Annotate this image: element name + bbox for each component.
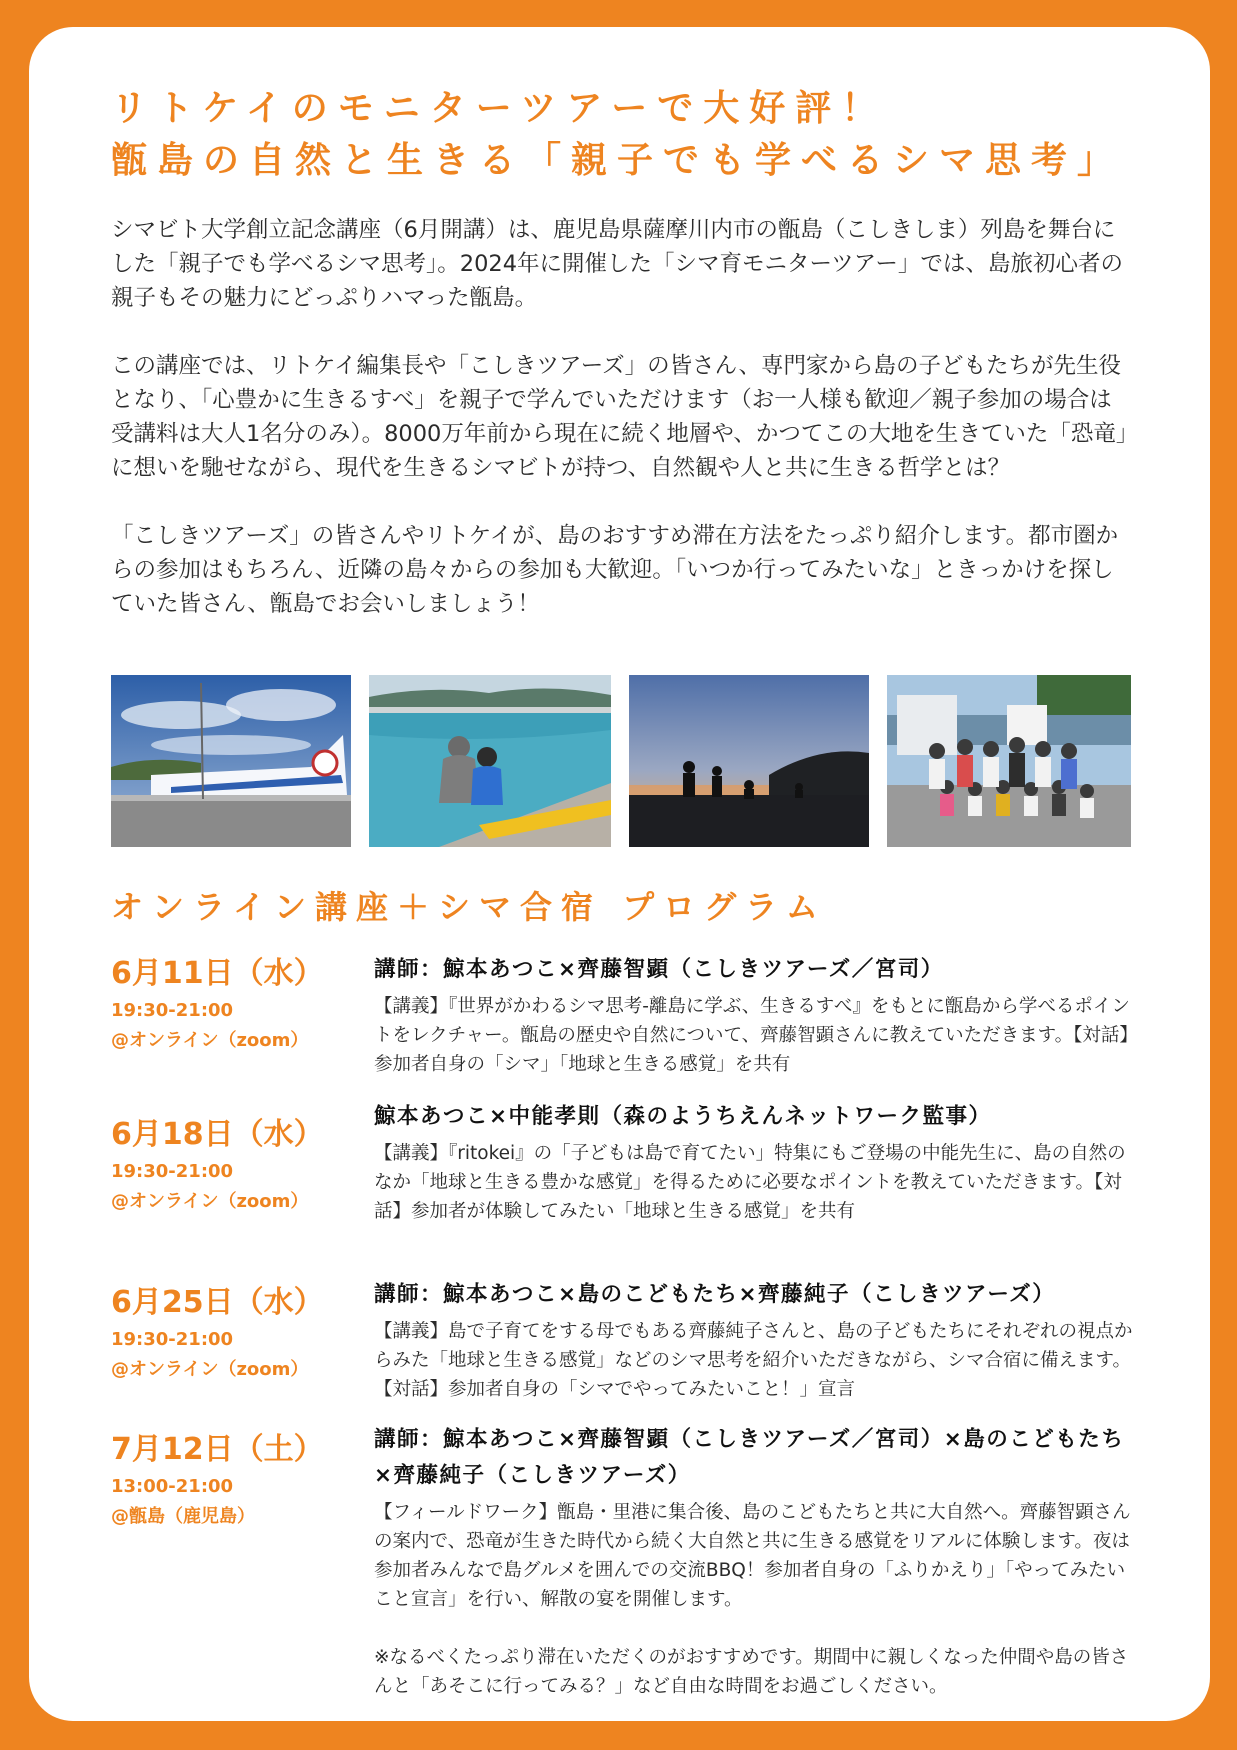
ferry-photo xyxy=(111,675,351,847)
group-photo xyxy=(887,675,1131,847)
session-heading: 講師：鯨本あつこ×齊藤智顕（こしきツアーズ／宮司） xyxy=(374,957,944,982)
session-date-block xyxy=(111,1428,361,1532)
session-date: 6月25日（水） xyxy=(111,1285,324,1320)
session-date: 6月18日（水） xyxy=(111,1117,324,1152)
title-line-2: 甑島の自然と生きる「親子でも学べるシマ思考」 xyxy=(111,140,1124,181)
session-date-block xyxy=(111,1113,361,1217)
session-body xyxy=(374,952,1134,1079)
photo-strip xyxy=(111,675,1131,847)
session-time: 19:30-21:00 xyxy=(111,1161,234,1182)
session-body xyxy=(374,1099,1134,1226)
session-place: @オンライン（zoom） xyxy=(111,1359,309,1380)
session-description: 【講義】『世界がかわるシマ思考-離島に学ぶ、生きるすべ』をもとに甑島から学べるポイントをレクチャー。甑島の歴史や自然について、齊藤智顕さんに教えていただきます。【対話】参加者自身の「シマ」「地球と生きる感覚」を共有 xyxy=(374,996,1130,1075)
session-date-block xyxy=(111,952,361,1056)
title-line-1: リトケイのモニターツアーで大好評！ xyxy=(111,88,888,129)
session-heading: 鯨本あつこ×中能孝則（森のようちえんネットワーク監事） xyxy=(374,1104,992,1129)
session-body xyxy=(374,1422,1134,1701)
intro-text xyxy=(111,213,1131,655)
intro-paragraph-3: 「こしきツアーズ」の皆さんやリトケイが、島のおすすめ滞在方法をたっぷり紹介します。都市圏からの参加はもちろん、近隣の島々からの参加も大歓迎。「いつか行ってみたいな」ときっかけを探していた皆さん、甑島でお会いしましょう！ xyxy=(111,523,1119,617)
session-date: 7月12日（土） xyxy=(111,1432,324,1467)
flyer-card xyxy=(29,27,1210,1721)
intro-paragraph-1: シマビト大学創立記念講座（6月開講）は、鹿児島県薩摩川内市の甑島（こしきしま）列島を舞台にした「親子でも学べるシマ思考」。2024年に開催した「シマ育モニターツアー」では、島旅初心者の親子もその魅力にどっぷりハマった甑島。 xyxy=(111,217,1123,311)
session-date: 6月11日（水） xyxy=(111,956,324,991)
session-description: 【フィールドワーク】甑島・里港に集合後、島のこどもたちと共に大自然へ。齊藤智顕さんの案内で、恐竜が生きた時代から続く大自然と共に生きる感覚をリアルに体験します。夜は参加者みんなで島グルメを囲んでの交流BBQ！参加者自身の「ふりかえり」「やってみたいこと宣言」を行い、解散の宴を開催します。 xyxy=(374,1502,1131,1610)
session-description: 【講義】『ritokei』の「子どもは島で育てたい」特集にもご登場の中能先生に、島の自然のなか「地球と生きる豊かな感覚」を得るために必要なポイントを教えていただきます。【対話】参加者が体験してみたい「地球と生きる感覚」を共有 xyxy=(374,1143,1126,1222)
session-time: 19:30-21:00 xyxy=(111,1000,234,1021)
sunset-photo xyxy=(629,675,869,847)
session-item xyxy=(111,952,1151,1102)
session-description: 【講義】島で子育てをする母でもある齊藤純子さんと、島の子どもたちにそれぞれの視点からみた「地球と生きる感覚」などのシマ思考を紹介いただきながら、シマ合宿に備えます。【対話】参加者自身の「シマでやってみたいこと！」宣言 xyxy=(374,1321,1133,1400)
harbor-photo xyxy=(369,675,611,847)
session-place: @オンライン（zoom） xyxy=(111,1030,309,1051)
session-time: 19:30-21:00 xyxy=(111,1329,234,1350)
session-heading: 講師：鯨本あつこ×齊藤智顕（こしきツアーズ／宮司）×島のこどもたち×齊藤純子（こしきツアーズ） xyxy=(374,1427,1125,1488)
session-date-block xyxy=(111,1281,361,1385)
session-time: 13:00-21:00 xyxy=(111,1476,234,1497)
session-place: @甑島（鹿児島） xyxy=(111,1506,255,1527)
session-note: ※なるべくたっぷり滞在いただくのがおすすめです。期間中に親しくなった仲間や島の皆さんと「あそこに行ってみる？」など自由な時間をお過ごしください。 xyxy=(374,1647,1129,1697)
program-section-title: オンライン講座＋シマ合宿 プログラム xyxy=(111,888,827,926)
flyer-title xyxy=(111,83,1151,187)
session-body xyxy=(374,1277,1134,1404)
session-item xyxy=(111,1422,1151,1722)
session-heading: 講師：鯨本あつこ×島のこどもたち×齊藤純子（こしきツアーズ） xyxy=(374,1282,1056,1307)
session-item xyxy=(111,1099,1151,1249)
intro-paragraph-2: この講座では、リトケイ編集長や「こしきツアーズ」の皆さん、専門家から島の子どもたちが先生役となり、「心豊かに生きるすべ」を親子で学んでいただけます（お一人様も歓迎／親子参加の場合は受講料は大人1名分のみ）。8000万年前から現在に続く地層や、かつてこの大地を生きていた「恐竜」に想いを馳せながら、現代を生きるシマビトが持つ、自然観や人と共に生きる哲学とは？ xyxy=(111,353,1128,481)
session-place: @オンライン（zoom） xyxy=(111,1191,309,1212)
session-item xyxy=(111,1277,1151,1427)
